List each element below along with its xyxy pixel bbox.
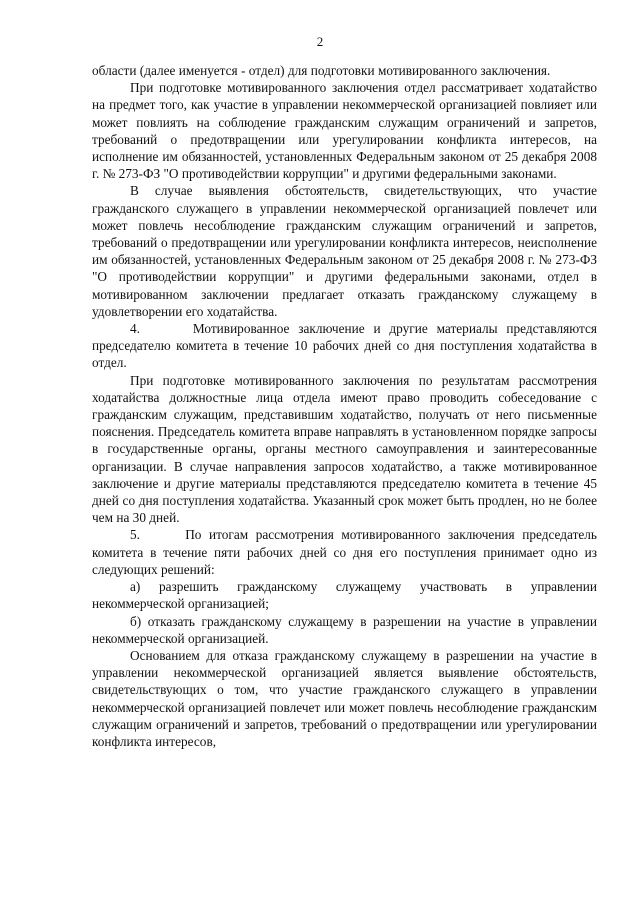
document-body <box>92 62 597 750</box>
list-item-b: б) отказать гражданскому служащему в разрешении на участие в управлении некоммерческой организацией. <box>92 613 597 646</box>
page-number: 2 <box>316 34 324 49</box>
paragraph: В случае выявления обстоятельств, свидетельствующих, что участие гражданского служащего в управлении некоммерческой организацией повлечет или может повлечь несоблюдение гражданским служащим ограничений и запретов, требований о предотвращении или урегулировании конфликта интересов, неисполнение им обязанностей, установленных Федеральным законом от 25 декабря 2008 г. № 273-ФЗ "О противодействии коррупции" и другими федеральными законами, отдел в мотивированном заключении предлагает отказать гражданскому служащему в удовлетворении его ходатайства. <box>92 183 597 319</box>
numbered-paragraph-4: 4. Мотивированное заключение и другие материалы представляются председателю комитета в течение 10 рабочих дней со дня поступления ходатайства в отдел. <box>92 321 597 371</box>
paragraph-continuation: области (далее именуется - отдел) для подготовки мотивированного заключения. <box>92 63 551 78</box>
list-item-a: а) разрешить гражданскому служащему участвовать в управлении некоммерческой организацией; <box>92 579 597 612</box>
numbered-paragraph-5: 5. По итогам рассмотрения мотивированного заключения председатель комитета в течение пяти рабочих дней со дня его поступления принимает одно из следующих решений: <box>92 527 597 577</box>
paragraph: При подготовке мотивированного заключения по результатам рассмотрения ходатайства должностные лица отдела имеют право проводить собеседование с гражданским служащим, представившим ходатайство, получать от него письменные пояснения. Председатель комитета вправе направлять в установленном порядке запросы в государственные органы, органы местного самоуправления и заинтересованные организации. В случае направления запросов ходатайство, а также мотивированное заключение и другие материалы представляются председателю комитета в течение 45 дней со дня поступления ходатайства. Указанный срок может быть продлен, но не более чем на 30 дней. <box>92 372 597 526</box>
paragraph: Основанием для отказа гражданскому служащему в разрешении на участие в управлении некоммерческой организацией является выявление обстоятельств, свидетельствующих о том, что участие гражданского служащего в управлении некоммерческой организацией повлечет или может повлечь несоблюдение гражданским служащим ограничений и запретов, требований о предотвращении или урегулировании конфликта интересов, <box>92 647 597 749</box>
paragraph: При подготовке мотивированного заключения отдел рассматривает ходатайство на предмет того, как участие в управлении некоммерческой организацией повлияет или может повлиять на соблюдение гражданским служащим ограничений и запретов, требований о предотвращении или урегулировании конфликта интересов, на исполнение им обязанностей, установленных Федеральным законом от 25 декабря 2008 г. № 273-ФЗ "О противодействии коррупции" и другими федеральными законами. <box>92 80 597 182</box>
